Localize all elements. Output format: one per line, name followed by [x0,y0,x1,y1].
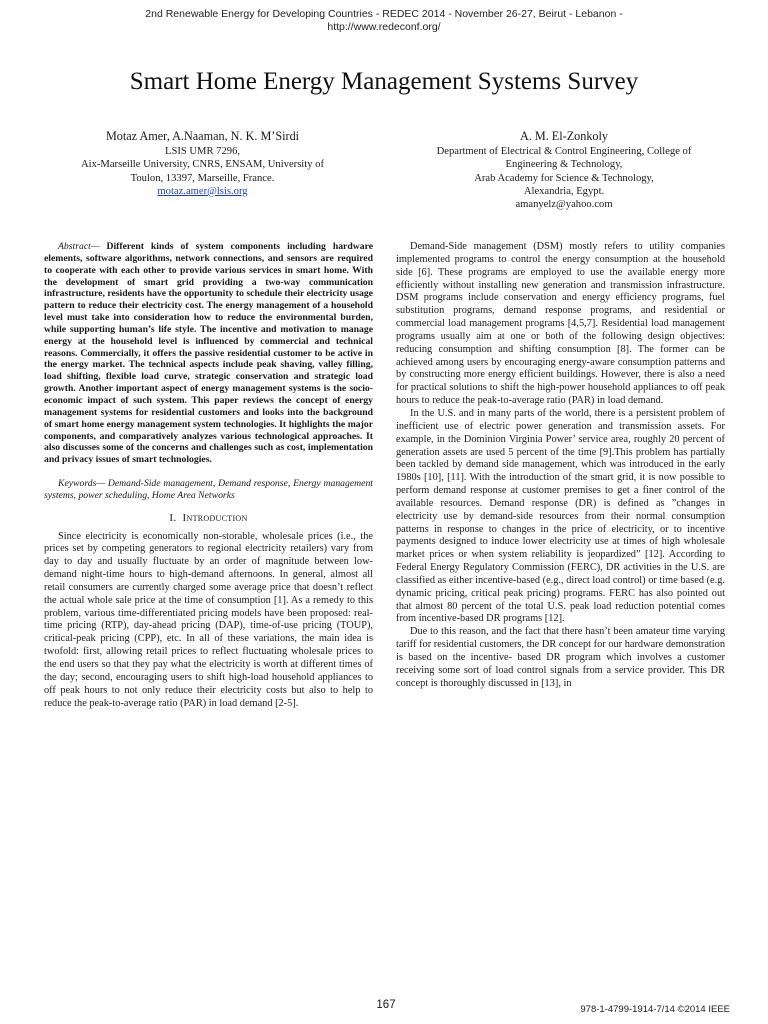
body-paragraph: In the U.S. and in many parts of the world, there is a persistent problem of inefficient use of electric power generation and transmission assets. For example, in the Dominion Virginia Power’ service area, roughly 20 percent of generation assets are used 5 percent of the time [9].This problem has partially been tackled by demand side management, which was introduced in the early 1980s [10], [11]. With the introduction of the smart grid, it is now possible to perform demand response at customer premises to get a finer control of the available resources. Demand response (DR) is defined as ”changes in electricity use by demand-side resources from their normal consumption patterns in response to changes in the price of electricity, or to incentive payments designed to induce lower electricity use at times of high wholesale market prices or when system reliability is jeopardized” [12]. According to Federal Energy Regulatory Commission (FERC), DR activities in the U.S. are classified as either incentive-based (e.g., direct load control) or time based (e.g. dynamic pricing, critical peak pricing) programs. FERC has also pointed out that almost 80 percent of the total U.S. peak load reduction potential comes from incentive-based DR programs [12]. [396,407,725,625]
affiliation-line: Aix-Marseille University, CNRS, ENSAM, University of [81,159,324,171]
left-column [44,241,373,710]
right-column [396,241,725,691]
body-paragraph: Due to this reason, and the fact that there hasn’t been amateur time varying tariff for residential customers, the DR concept for our hardware demonstration is based on the incentive- based DR program which involves a customer receiving some sort of load control signals from a service provider. This DR concept is thoroughly discussed in [13], in [396,626,725,689]
abstract-label: Abstract— [58,241,100,252]
page-number: 167 [376,999,396,1011]
conference-url[interactable]: http://www.redeconf.org/ [327,21,441,33]
affiliation-line: Engineering & Technology, [505,159,623,171]
conference-header [40,8,728,34]
section-title: Introduction [182,511,248,524]
affiliation-line: Arab Academy for Science & Technology, [474,172,654,184]
intro-paragraph: Since electricity is economically non-storable, wholesale prices (i.e., the prices set by competing generators to regional electricity retailers) vary from day to day and usually fluctuate by an order of magnitude between low-demand night-time hours to high-demand afternoons. In general, almost all retail consumers are currently charged some average price that doesn’t reflect the actual whole sale price at the time of consumption [1]. As a remedy to this problem, various time-differentiated pricing models have been proposed: real-time pricing (RTP), day-ahead pricing (DAP), time-of-use pricing (TOUP), critical-peak pricing (CPP), etc. In all of these variations, the main idea is twofold: first, allowing retail prices to reflect fluctuating wholesale prices to the end users so that they pay what the electricity is worth at different times of the day; second, encouraging users to shift high-load household appliances to off peak hours to not only reduce their electricity costs but also to help to reduce the peak-to-average ratio (PAR) in load demand [2-5]. [44,530,373,709]
section-number: I. [169,511,177,524]
author-email-link[interactable]: motaz.amer@lsis.org [157,185,248,197]
abstract [44,241,373,466]
author-names: A. M. El-Zonkoly [519,129,608,143]
isbn-copyright: 978-1-4799-1914-7/14 ©2014 IEEE [580,1004,730,1015]
keywords [44,478,373,502]
affiliation-line: Department of Electrical & Control Engineering, College of [436,146,692,157]
paper-title: Smart Home Energy Management Systems Survey [129,68,639,95]
section-heading-introduction [44,512,373,525]
author-block-2 [400,128,728,211]
author-names: Motaz Amer, A.Naaman, N. K. M’Sirdi [105,129,300,143]
affiliation-line: Alexandria, Egypt. [523,185,605,197]
conference-line: 2nd Renewable Energy for Developing Countries - REDEC 2014 - November 26-27, Beirut - Lebanon - [145,8,623,20]
keywords-label: Keywords— [58,478,106,490]
body-paragraph: Demand-Side management (DSM) mostly refers to utility companies implemented programs to control the energy consumption at the household side [6]. These programs are employed to use the available energy more efficiently without installing new generation and transmission infrastructure. DSM programs include conservation and energy efficiency programs, fuel substitution programs, demand response programs, and residential or commercial load management programs [4,5,7]. Residential load management programs usually aim at one or both of the following design objectives: reducing consumption and shifting consumption [8]. The former can be achieved among users by encouraging energy-aware consumption patterns and by constructing more energy efficient buildings. However, there is also a need for practical solutions to shift the high-power household appliances to off peak hours to reduce the peak-to-average ratio (PAR) in load demand. [396,241,725,407]
keywords-text: Demand-Side management, Demand response, Energy management systems, power scheduling, Home Area Networks [44,478,373,501]
abstract-text: Different kinds of system components including hardware elements, software algorithms, network connections, and sensors are required to cooperate with each other to provide various services in smart home. With the development of smart grid providing a two-way communication infrastructure, residents have the opportunity to schedule their electricity usage pattern to reduce their electricity cost. The energy management of a household level must take into consideration how to reduce the environmental burden, while supporting human’s life style. The incentive and motivation to manage energy at the household level is influenced by commercial and technical reasons. Commercially, it offers the passive residential customer to be active in the energy market. The technical aspects include peak shaving, valley filling, load shifting, flexible load curve, strategic conservation and strategic load growth. Another important aspect of energy management systems is the socio-economic impact of such system. This paper reviews the concept of energy management systems for residential customers and looks into the background of smart home energy management system technologies. It highlights the major components, and comparatively analyzes various technological approaches. It also discusses some of the concerns and challenges such as cost, implementation and privacy issues of smart technologies. [44,241,374,466]
affiliation-line: Toulon, 13397, Marseille, France. [130,172,275,184]
author-block-1 [40,128,365,198]
affiliation-line: LSIS UMR 7296, [164,146,241,157]
author-email: amanyelz@yahoo.com [515,199,613,211]
